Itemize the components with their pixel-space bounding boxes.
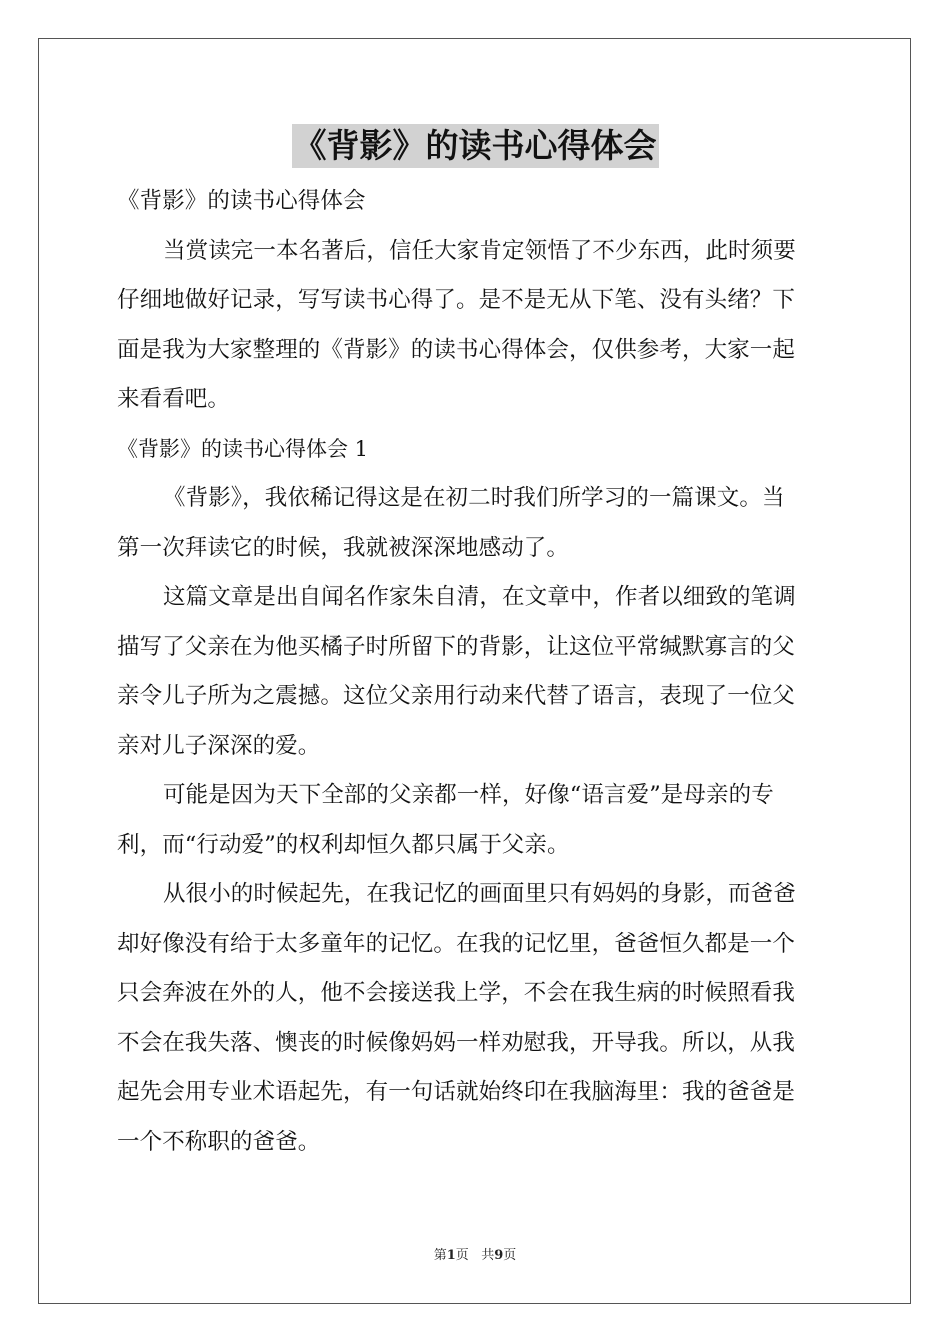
paragraph-line: 第一次拜读它的时候，我就被深深地感动了。: [117, 534, 570, 561]
paragraph-line: 从很小的时候起先，在我记忆的画面里只有妈妈的身影，而爸爸: [163, 881, 796, 907]
paragraph-line: 描写了父亲在为他买橘子时所留下的背影，让这位平常缄默寡言的父: [117, 633, 796, 660]
paragraph-line: 不会在我失落、懊丧的时候像妈妈一样劝慰我，开导我。所以，从我: [117, 1029, 796, 1056]
paragraph-line: 起先会用专业术语起先，有一句话就始终印在我脑海里：我的爸爸是: [117, 1079, 796, 1105]
document-body: [117, 177, 833, 1167]
document-title: 《背影》的读书心得体会: [292, 124, 659, 168]
paragraph-line: 可能是因为天下全部的父亲都一样，好像“语言爱”是母亲的专: [163, 782, 774, 808]
page-number: 1: [446, 1248, 456, 1263]
section-heading: 《背影》的读书心得体会 1: [117, 436, 369, 461]
paragraph-line: 亲令儿子所为之震撼。这位父亲用行动来代替了语言，表现了一位父: [117, 683, 796, 709]
document-subtitle: 《背影》的读书心得体会: [117, 188, 366, 214]
total-prefix: 共: [481, 1248, 495, 1263]
paragraph-line: 这篇文章是出自闻名作家朱自清，在文章中，作者以细致的笔调: [163, 584, 796, 610]
paragraph-line: 一个不称职的爸爸。: [117, 1128, 321, 1155]
page-footer: [0, 1247, 950, 1265]
total-suffix: 页: [503, 1248, 517, 1263]
title-container: [0, 124, 950, 168]
paragraph-line: 却好像没有给于太多童年的记忆。在我的记忆里，爸爸恒久都是一个: [117, 930, 796, 957]
intro-line: 仔细地做好记录，写写读书心得了。是不是无从下笔、没有头绪？下: [117, 287, 796, 313]
page-suffix: 页: [455, 1248, 469, 1263]
intro-line: 来看看吧。: [117, 386, 231, 412]
page-prefix: 第: [433, 1248, 447, 1263]
paragraph-line: 《背影》，我依稀记得这是在初二时我们所学习的一篇课文。当: [163, 485, 785, 511]
intro-line: 当赏读完一本名著后，信任大家肯定领悟了不少东西，此时须要: [163, 237, 796, 264]
paragraph-line: 利，而“行动爱”的权利却恒久都只属于父亲。: [117, 831, 570, 858]
paragraph-line: 亲对儿子深深的爱。: [117, 732, 321, 759]
paragraph-line: 只会奔波在外的人，他不会接送我上学，不会在我生病的时候照看我: [117, 980, 796, 1006]
intro-line: 面是我为大家整理的《背影》的读书心得体会，仅供参考，大家一起: [117, 336, 796, 363]
total-pages: 9: [494, 1248, 504, 1263]
